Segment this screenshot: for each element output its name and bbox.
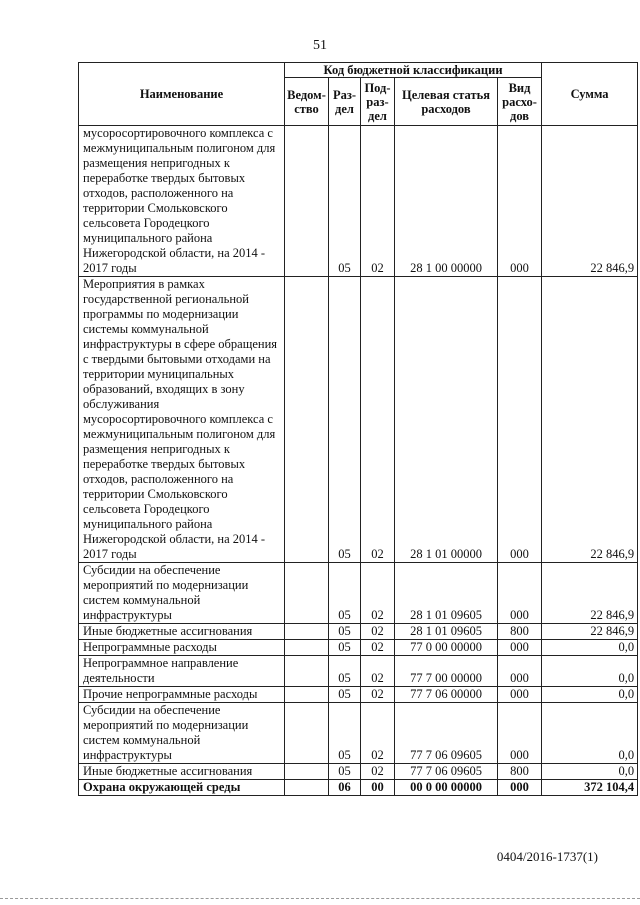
- table-row: [79, 563, 638, 624]
- row-razdel-cell: 06: [329, 780, 361, 796]
- row-podrazdel-cell: 02: [361, 687, 395, 703]
- row-podrazdel-cell: 02: [361, 277, 395, 563]
- header-vedomstvo: Ведом-ство: [285, 78, 329, 126]
- row-name-cell: Субсидии на обеспечение мероприятий по модернизации систем коммунальной инфраструктуры: [79, 703, 285, 764]
- row-vid-rashodov-cell: 800: [498, 764, 542, 780]
- table-row: [79, 624, 638, 640]
- row-celevaya-statya-cell: 77 7 06 00000: [395, 687, 498, 703]
- row-razdel-cell: 05: [329, 703, 361, 764]
- table-row: [79, 126, 638, 277]
- row-vid-rashodov-cell: 000: [498, 656, 542, 687]
- row-celevaya-statya-cell: 77 0 00 00000: [395, 640, 498, 656]
- row-razdel-cell: 05: [329, 277, 361, 563]
- row-razdel-cell: 05: [329, 656, 361, 687]
- row-name-cell: Прочие непрограммные расходы: [79, 687, 285, 703]
- header-celevaya-statya: Целевая статья расходов: [395, 78, 498, 126]
- row-sum-cell: 22 846,9: [542, 126, 638, 277]
- row-celevaya-statya-cell: 28 1 01 00000: [395, 277, 498, 563]
- table-row: [79, 780, 638, 796]
- footer-divider: [0, 898, 640, 899]
- row-sum-cell: 22 846,9: [542, 277, 638, 563]
- row-vedomstvo-cell: [285, 656, 329, 687]
- row-sum-cell: 0,0: [542, 687, 638, 703]
- row-razdel-cell: 05: [329, 687, 361, 703]
- row-podrazdel-cell: 02: [361, 764, 395, 780]
- row-sum-cell: 22 846,9: [542, 624, 638, 640]
- row-podrazdel-cell: 02: [361, 640, 395, 656]
- row-celevaya-statya-cell: 77 7 00 00000: [395, 656, 498, 687]
- row-celevaya-statya-cell: 77 7 06 09605: [395, 703, 498, 764]
- header-code-group: Код бюджетной классификации: [285, 63, 542, 78]
- header-name: Наименование: [79, 63, 285, 126]
- row-name-cell: Иные бюджетные ассигнования: [79, 624, 285, 640]
- row-sum-cell: 372 104,4: [542, 780, 638, 796]
- row-vid-rashodov-cell: 000: [498, 687, 542, 703]
- table-body: [79, 126, 638, 796]
- table-row: [79, 656, 638, 687]
- row-name-cell: Субсидии на обеспечение мероприятий по модернизации систем коммунальной инфраструктуры: [79, 563, 285, 624]
- row-sum-cell: 0,0: [542, 764, 638, 780]
- row-name-cell: Иные бюджетные ассигнования: [79, 764, 285, 780]
- table-row: [79, 687, 638, 703]
- row-vedomstvo-cell: [285, 126, 329, 277]
- row-vedomstvo-cell: [285, 780, 329, 796]
- row-podrazdel-cell: 02: [361, 703, 395, 764]
- header-podrazdel: Под-раз-дел: [361, 78, 395, 126]
- table-row: [79, 703, 638, 764]
- row-razdel-cell: 05: [329, 563, 361, 624]
- row-vedomstvo-cell: [285, 764, 329, 780]
- row-celevaya-statya-cell: 28 1 00 00000: [395, 126, 498, 277]
- row-podrazdel-cell: 02: [361, 624, 395, 640]
- row-vedomstvo-cell: [285, 703, 329, 764]
- row-podrazdel-cell: 02: [361, 126, 395, 277]
- row-razdel-cell: 05: [329, 764, 361, 780]
- row-razdel-cell: 05: [329, 640, 361, 656]
- row-name-cell: Мероприятия в рамках государственной региональной программы по модернизации системы коммунальной инфраструктуры в сфере обращения с твердыми бытовыми отходами на территории муниципальных образований, входящих в зону обслуживания мусоросортировочного комплекса с межмуниципальным полигоном для размещения непригодных к переработке твердых бытовых отходов, расположенного на территории Смольковского сельсовета Городецкого муниципального района Нижегородской области, на 2014 - 2017 годы: [79, 277, 285, 563]
- row-sum-cell: 0,0: [542, 656, 638, 687]
- row-vedomstvo-cell: [285, 687, 329, 703]
- row-vid-rashodov-cell: 000: [498, 780, 542, 796]
- row-name-cell: Охрана окружающей среды: [79, 780, 285, 796]
- header-razdel: Раз-дел: [329, 78, 361, 126]
- header-vid-rashodov: Вид расхо-дов: [498, 78, 542, 126]
- row-celevaya-statya-cell: 00 0 00 00000: [395, 780, 498, 796]
- row-name-cell: мусоросортировочного комплекса с межмуниципальным полигоном для размещения непригодных к переработке твердых бытовых отходов, расположенного на территории Смольковского сельсовета Городецкого муниципального района Нижегородской области, на 2014 - 2017 годы: [79, 126, 285, 277]
- row-name-cell: Непрограммные расходы: [79, 640, 285, 656]
- row-celevaya-statya-cell: 77 7 06 09605: [395, 764, 498, 780]
- row-vedomstvo-cell: [285, 563, 329, 624]
- document-code: 0404/2016-1737(1): [496, 849, 598, 864]
- row-podrazdel-cell: 02: [361, 656, 395, 687]
- row-vid-rashodov-cell: 000: [498, 703, 542, 764]
- row-vid-rashodov-cell: 000: [498, 640, 542, 656]
- page-number: 51: [313, 38, 327, 53]
- row-podrazdel-cell: 00: [361, 780, 395, 796]
- row-sum-cell: 0,0: [542, 703, 638, 764]
- row-celevaya-statya-cell: 28 1 01 09605: [395, 624, 498, 640]
- row-razdel-cell: 05: [329, 126, 361, 277]
- row-celevaya-statya-cell: 28 1 01 09605: [395, 563, 498, 624]
- table-row: [79, 640, 638, 656]
- row-vid-rashodov-cell: 000: [498, 277, 542, 563]
- row-vedomstvo-cell: [285, 277, 329, 563]
- row-sum-cell: 22 846,9: [542, 563, 638, 624]
- row-razdel-cell: 05: [329, 624, 361, 640]
- row-vid-rashodov-cell: 000: [498, 563, 542, 624]
- row-vedomstvo-cell: [285, 640, 329, 656]
- header-sum: Сумма: [542, 63, 638, 126]
- row-name-cell: Непрограммное направление деятельности: [79, 656, 285, 687]
- row-vedomstvo-cell: [285, 624, 329, 640]
- row-podrazdel-cell: 02: [361, 563, 395, 624]
- row-sum-cell: 0,0: [542, 640, 638, 656]
- budget-table: [78, 62, 638, 796]
- row-vid-rashodov-cell: 800: [498, 624, 542, 640]
- table-row: [79, 277, 638, 563]
- row-vid-rashodov-cell: 000: [498, 126, 542, 277]
- table-row: [79, 764, 638, 780]
